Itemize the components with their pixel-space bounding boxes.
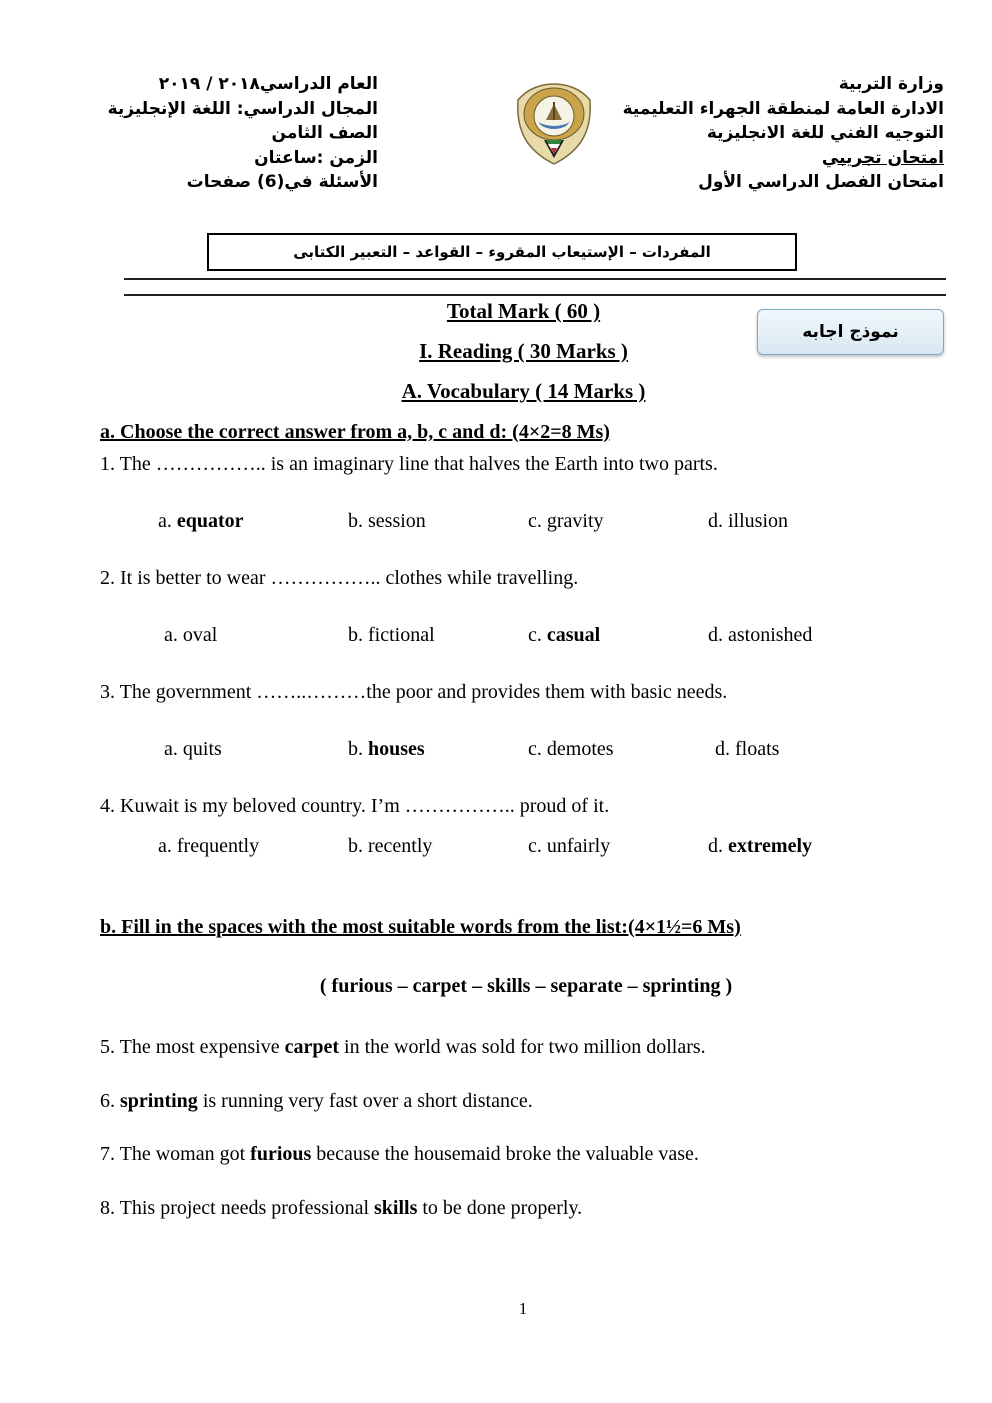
q4-option-d: d. extremely (708, 835, 813, 857)
sentence-7: 7. The woman got furious because the housemaid broke the valuable vase. (100, 1143, 699, 1165)
q2-option-a: a. oval (164, 624, 218, 646)
supervision-name: التوجيه الفني للغة الانجليزية (706, 123, 944, 143)
exam-type: امتحان تجريبي (821, 147, 944, 168)
grade-level: الصف الثامن (271, 123, 378, 143)
q3-option-c: c. demotes (528, 738, 614, 760)
q1-option-d: d. illusion (708, 510, 789, 532)
q4-option-a: a. frequently (158, 835, 260, 857)
kuwait-emblem-icon (512, 80, 596, 166)
answer-key-badge: نموذج اجابه (757, 309, 944, 355)
header-exam-info-block (88, 72, 378, 195)
sentence-5: 5. The most expensive carpet in the world was sold for two million dollars. (100, 1036, 706, 1058)
answer-5: carpet (284, 1036, 340, 1058)
question-3: 3. The government ……..………the poor and provides them with basic needs. (100, 681, 728, 703)
subject-field: المجال الدراسي: اللغة الإنجليزية (107, 98, 378, 119)
total-mark-heading: Total Mark ( 60 ) (446, 299, 601, 323)
academic-year: العام الدراسي٢٠١٨ / ٢٠١٩ (158, 74, 378, 94)
reading-heading: I. Reading ( 30 Marks ) (419, 339, 628, 363)
sentence-8: 8. This project needs professional skills to be done properly. (100, 1197, 583, 1219)
q2-option-b: b. fictional (348, 624, 435, 646)
q4-option-c: c. unfairly (528, 835, 611, 857)
section-a-instruction: a. Choose the correct answer from a, b, c and d: (4×2=8 Ms) (100, 421, 610, 443)
header-ministry-block (604, 72, 944, 195)
q3-option-b: b. houses (348, 738, 425, 760)
answer-8: skills (374, 1197, 418, 1219)
question-4: 4. Kuwait is my beloved country. I’m …………….. proud of it. (100, 795, 610, 817)
exam-duration: الزمن :ساعتان (254, 147, 378, 168)
district-name: الادارة العامة لمنطقة الجهراء التعليمية (622, 98, 944, 119)
q4-option-b: b. recently (348, 835, 433, 857)
question-1: 1. The …………….. is an imaginary line that halves the Earth into two parts. (100, 453, 718, 475)
ministry-name: وزارة التربية (838, 74, 944, 94)
section-b-instruction: b. Fill in the spaces with the most suitable words from the list:(4×1½=6 Ms) (100, 916, 741, 938)
question-2: 2. It is better to wear …………….. clothes while travelling. (100, 567, 579, 589)
sentence-6: 6. sprinting is running very fast over a short distance. (100, 1090, 533, 1112)
answer-7: furious (250, 1143, 312, 1165)
q1-option-b: b. session (348, 510, 426, 532)
word-list: ( furious – carpet – skills – separate – sprinting ) (319, 975, 733, 997)
q1-option-c: c. gravity (528, 510, 604, 532)
exam-term: امتحان الفصل الدراسي الأول (698, 172, 944, 192)
q3-option-a: a. quits (164, 738, 222, 760)
q2-option-c: c. casual (528, 624, 601, 646)
q3-option-d: d. floats (715, 738, 780, 760)
page-number: 1 (518, 1299, 528, 1318)
q1-option-a: a. equator (158, 510, 244, 532)
exam-sections-box: المفردات – الإستيعاب المقروء – القواعد – التعبير الكتابى (207, 233, 797, 271)
page-count: الأسئلة في(6) صفحات (186, 172, 378, 192)
q2-option-d: d. astonished (708, 624, 813, 646)
vocabulary-heading: A. Vocabulary ( 14 Marks ) (401, 379, 646, 403)
header-divider (124, 278, 946, 296)
answer-6: sprinting (120, 1090, 198, 1112)
